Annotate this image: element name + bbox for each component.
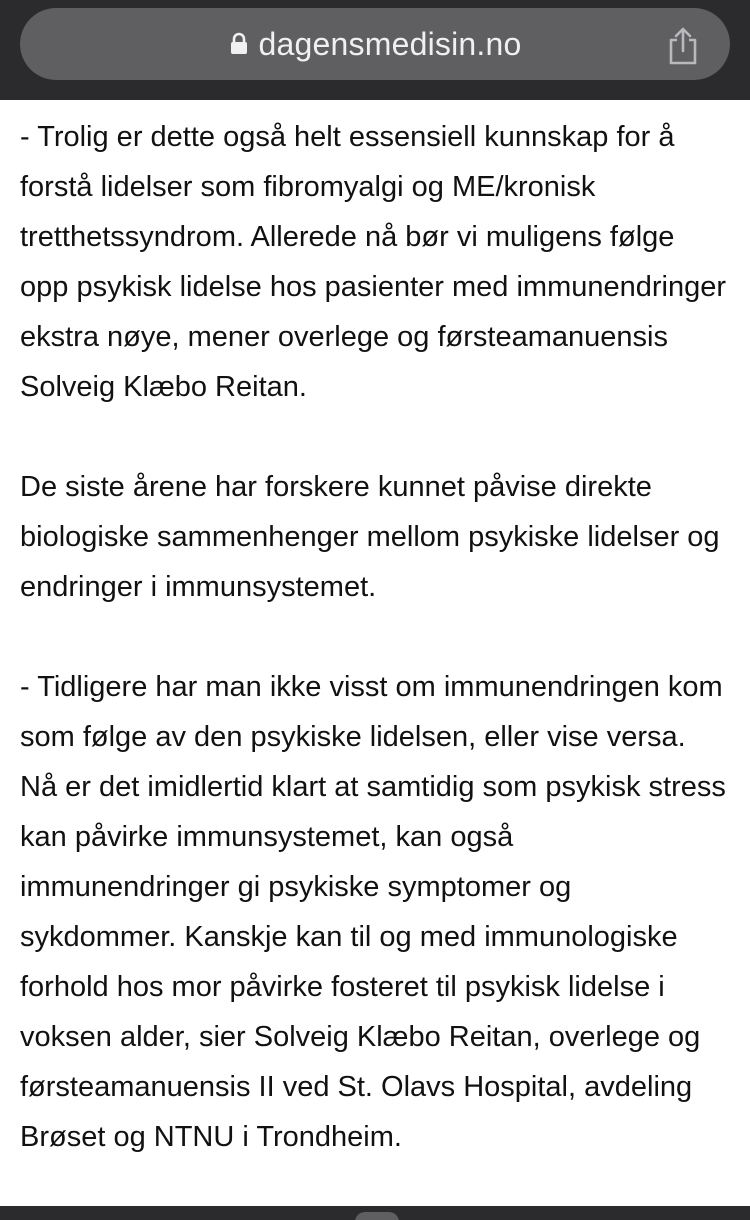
address-bar-content: [20, 8, 730, 80]
lock-icon: [229, 32, 249, 56]
article-paragraph: - Tidligere har man ikke visst om immunendringen kom som følge av den psykiske lidelsen, eller vise versa. Nå er det imidlertid klart at samtidig som psykisk stress kan påvirke immunsystemet, kan også immunendringer gi psykiske symptomer og sykdommer. Kanskje kan til og med immunologiske forhold hos mor påvirke fosteret til psykisk lidelse i voksen alder, sier Solveig Klæbo Reitan, overlege og førsteamanuensis II ved St. Olavs Hospital, avdeling Brøset og NTNU i Trondheim.: [20, 671, 726, 1153]
browser-toolbar: [0, 0, 750, 100]
article-body: [20, 112, 730, 1162]
url-text: dagensmedisin.no: [258, 25, 522, 62]
article-paragraph: - Trolig er dette også helt essensiell kunnskap for å forstå lidelser som fibromyalgi og ME/kronisk tretthetssyndrom. Allerede nå bør vi muligens følge opp psykisk lidelse hos pasienter med immunendringer ekstra nøye, mener overlege og førsteamanuensis Solveig Klæbo Reitan.: [20, 121, 727, 403]
bottom-handle[interactable]: [355, 1212, 399, 1220]
article-paragraph: De siste årene har forskere kunnet påvise direkte biologiske sammenhenger mellom psykiske lidelser og endringer i immunsystemet.: [20, 471, 720, 603]
address-bar[interactable]: [20, 8, 730, 80]
share-icon[interactable]: [666, 26, 700, 66]
